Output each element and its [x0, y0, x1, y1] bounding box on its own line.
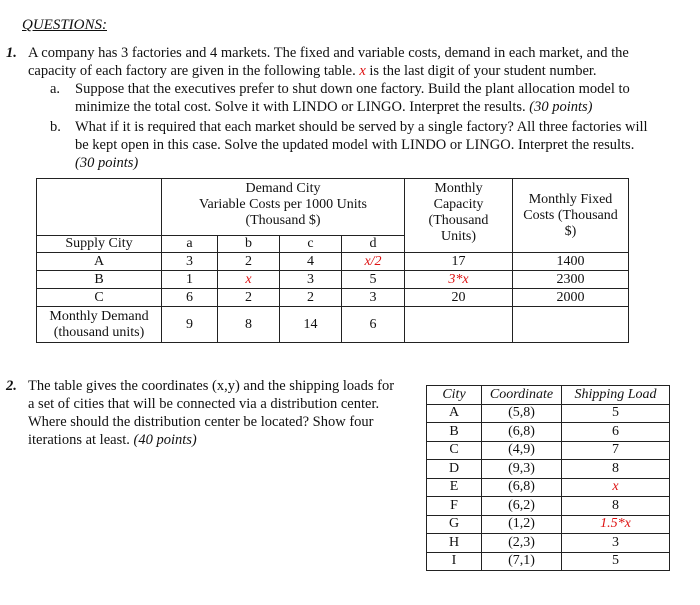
q2-line2: a set of cities that will be connected via a distribution center.: [28, 396, 380, 412]
market-c-header: c: [280, 236, 342, 253]
factory-cost-table: [36, 178, 629, 343]
header-capacity: Monthly Capacity (Thousand Units): [405, 179, 513, 253]
city-header: City: [427, 386, 482, 405]
market-d-header: d: [342, 236, 405, 253]
q1-intro-line1: A company has 3 factories and 4 markets. The fixed and variable costs, demand in each market, and the: [28, 45, 629, 61]
table-row: E (6,8) x: [427, 478, 670, 497]
header-fixed-costs: Monthly Fixed Costs (Thousand $): [513, 179, 629, 253]
table-row: C (4,9) 7: [427, 441, 670, 460]
header-blank: [37, 179, 162, 236]
city-shipping-table: [426, 385, 670, 571]
q1a-label: a.: [50, 81, 61, 97]
market-b-header: b: [218, 236, 280, 253]
q1b-line2: be kept open in this case. Solve the updated model with LINDO or LINGO. Interpret the results.: [75, 137, 635, 153]
q2-line4: iterations at least. (40 points): [28, 432, 197, 448]
page-heading: QUESTIONS:: [22, 17, 107, 33]
supply-city-header: Supply City: [37, 236, 162, 253]
q1b-line1: What if it is required that each market should be served by a single factory? All three factories will: [75, 119, 648, 135]
header-demand-city: Demand City Variable Costs per 1000 Units (Thousand $): [162, 179, 405, 236]
table-row: G (1,2) 1.5*x: [427, 515, 670, 534]
q1a-line1: Suppose that the executives prefer to shut down one factory. Build the plant allocation model to: [75, 81, 630, 97]
table-row: C 6 2 2 3 20 2000: [37, 289, 629, 307]
table-header-row: [427, 386, 670, 405]
monthly-demand-row: Monthly Demand (thousand units) 9 8 14 6: [37, 307, 629, 343]
q1b-label: b.: [50, 119, 61, 135]
shipping-load-header: Shipping Load: [562, 386, 670, 405]
coordinate-header: Coordinate: [482, 386, 562, 405]
table-row: D (9,3) 8: [427, 460, 670, 479]
table-row: A (5,8) 5: [427, 404, 670, 423]
table-row: B (6,8) 6: [427, 423, 670, 442]
q2-line1: The table gives the coordinates (x,y) and the shipping loads for: [28, 378, 395, 394]
q1-number: 1.: [6, 45, 17, 61]
q1a-line2: minimize the total cost. Solve it with LINDO or LINGO. Interpret the results. (30 points): [75, 99, 593, 115]
q2-number: 2.: [6, 378, 17, 394]
table-row: H (2,3) 3: [427, 534, 670, 553]
market-a-header: a: [162, 236, 218, 253]
q2-line3: Where should the distribution center be located? Show four: [28, 414, 374, 430]
table-row: I (7,1) 5: [427, 552, 670, 571]
q1b-points: (30 points): [75, 155, 139, 171]
table-row: F (6,2) 8: [427, 497, 670, 516]
x-variable: x: [359, 63, 366, 79]
table-row: A 3 2 4 x/2 17 1400: [37, 253, 629, 271]
table-row: B 1 x 3 5 3*x 2300: [37, 271, 629, 289]
q1-intro-line2: capacity of each factory are given in the following table. x is the last digit of your student number.: [28, 63, 597, 79]
